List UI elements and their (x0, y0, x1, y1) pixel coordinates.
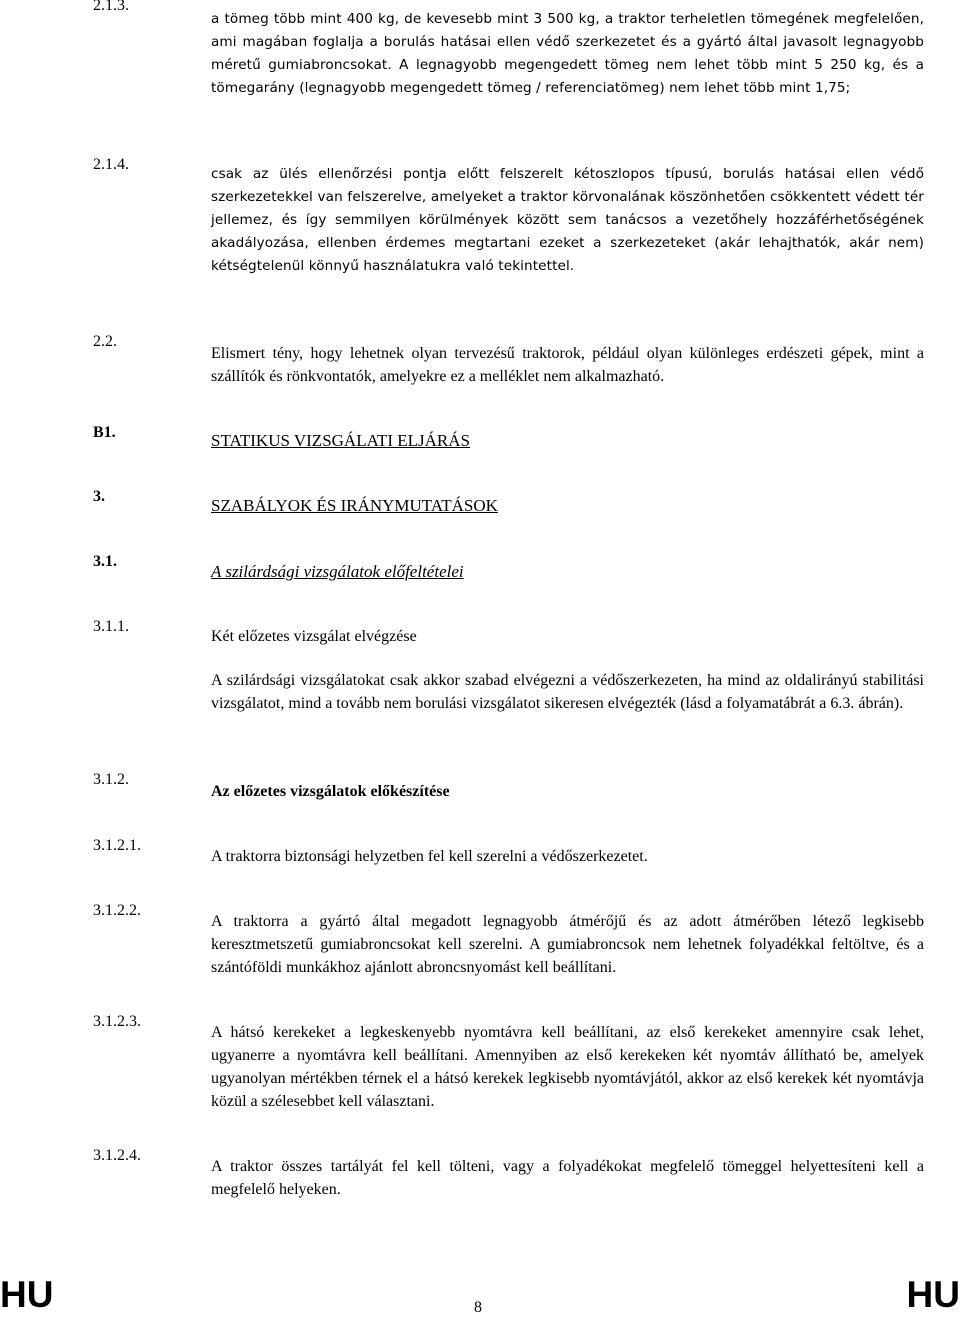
footer-page-number: 8 (474, 1299, 482, 1316)
section-text-2-2: Elismert tény, hogy lehetnek olyan tervezésű traktorok, például olyan különleges erdészeti gépek, mint a szállítók és rönkvontatók, amelyekre ez a melléklet nem alkalmazható. (211, 345, 924, 385)
section-number-b1: B1. (93, 424, 116, 441)
section-heading-3-1-1: Két előzetes vizsgálat elvégzése (211, 628, 417, 645)
section-heading-3-1: A szilárdsági vizsgálatok előfeltételei (211, 562, 464, 581)
section-number-3-1-2-1: 3.1.2.1. (93, 837, 141, 854)
section-number-2-2: 2.2. (93, 333, 117, 350)
footer-language-right: HU (906, 1274, 960, 1315)
section-text-3-1-2-4: A traktor összes tartályát fel kell tölteni, vagy a folyadékokat megfelelő tömeggel helyettesíteni kell a megfelelő helyeken. (211, 1158, 924, 1198)
section-text-3-1-1: A szilárdsági vizsgálatokat csak akkor szabad elvégezni a védőszerkezeten, ha mind az oldalirányú stabilitási vizsgálatot, mind a tovább nem borulási vizsgálatot sikeresen elvégezték (lásd a folyamatábrát a 6.3. ábrán). (211, 672, 924, 712)
section-text-3-1-2-1: A traktorra biztonsági helyzetben fel kell szerelni a védőszerkezetet. (211, 848, 648, 865)
section-number-3-1-1: 3.1.1. (93, 618, 129, 635)
section-number-3-1-2: 3.1.2. (93, 771, 129, 788)
section-number-2-1-3: 2.1.3. (93, 0, 129, 14)
section-text-2-1-3: a tömeg több mint 400 kg, de kevesebb mint 3 500 kg, a traktor terheletlen tömegének megfelelően, ami magában foglalja a borulás hatásai ellen védő szerkezetet és a gyártó által javasolt legnagyobb méretű gumiabroncsokat. A legnagyobb megengedett tömeg nem lehet több mint 5 250 kg, és a tömegarány (legnagyobb megengedett tömeg / referenciatömeg) nem lehet több mint 1,75; (211, 11, 924, 96)
section-text-3-1-2-2: A traktorra a gyártó által megadott legnagyobb átmérőjű és az adott átmérőben létező legkisebb keresztmetszetű gumiabroncsokat kell szerelni. A gumiabroncsok nem lehetnek folyadékkal feltöltve, és a szántóföldi munkákhoz ajánlott abroncsnyomást kell beállítani. (211, 913, 924, 976)
section-number-3-1-2-3: 3.1.2.3. (93, 1013, 141, 1030)
section-text-2-1-4: csak az ülés ellenőrzési pontja előtt felszerelt kétoszlopos típusú, borulás hatásai ellen védő szerkezetekkel van felszerelve, amelyeket a traktor körvonalának köszönhetően csökkentett védett tér jellemez, és így semmilyen körülmények között sem tanácsos a vezetőhely hozzáférhetőségének akadályozása, ellenben érdemes megtartani ezeket a szerkezeteket (akár lehajthatók, akár nem) kétségtelenül könnyű használatukra való tekintettel. (211, 166, 924, 274)
section-number-3-1: 3.1. (93, 553, 117, 570)
section-number-3-1-2-4: 3.1.2.4. (93, 1147, 141, 1164)
section-heading-3: SZABÁLYOK ÉS IRÁNYMUTATÁSOK (211, 496, 498, 515)
section-number-3-1-2-2: 3.1.2.2. (93, 902, 141, 919)
section-heading-b1: STATIKUS VIZSGÁLATI ELJÁRÁS (211, 431, 471, 450)
footer-language-left: HU (0, 1274, 54, 1315)
section-text-3-1-2-3: A hátsó kerekeket a legkeskenyebb nyomtávra kell beállítani, az első kerekeket amennyire csak lehet, ugyanerre a nyomtávra kell beállítani. Amennyiben az első kerekeken két nyomtáv állítható be, amelyek ugyanolyan mértékben térnek el a hátsó kerekek legkisebb nyomtávjától, akkor az első kerekek két nyomtávja közül a szélesebbet kell választani. (211, 1024, 924, 1110)
section-heading-3-1-2: Az előzetes vizsgálatok előkészítése (211, 783, 450, 800)
section-number-2-1-4: 2.1.4. (93, 156, 129, 173)
section-number-3: 3. (93, 488, 105, 505)
